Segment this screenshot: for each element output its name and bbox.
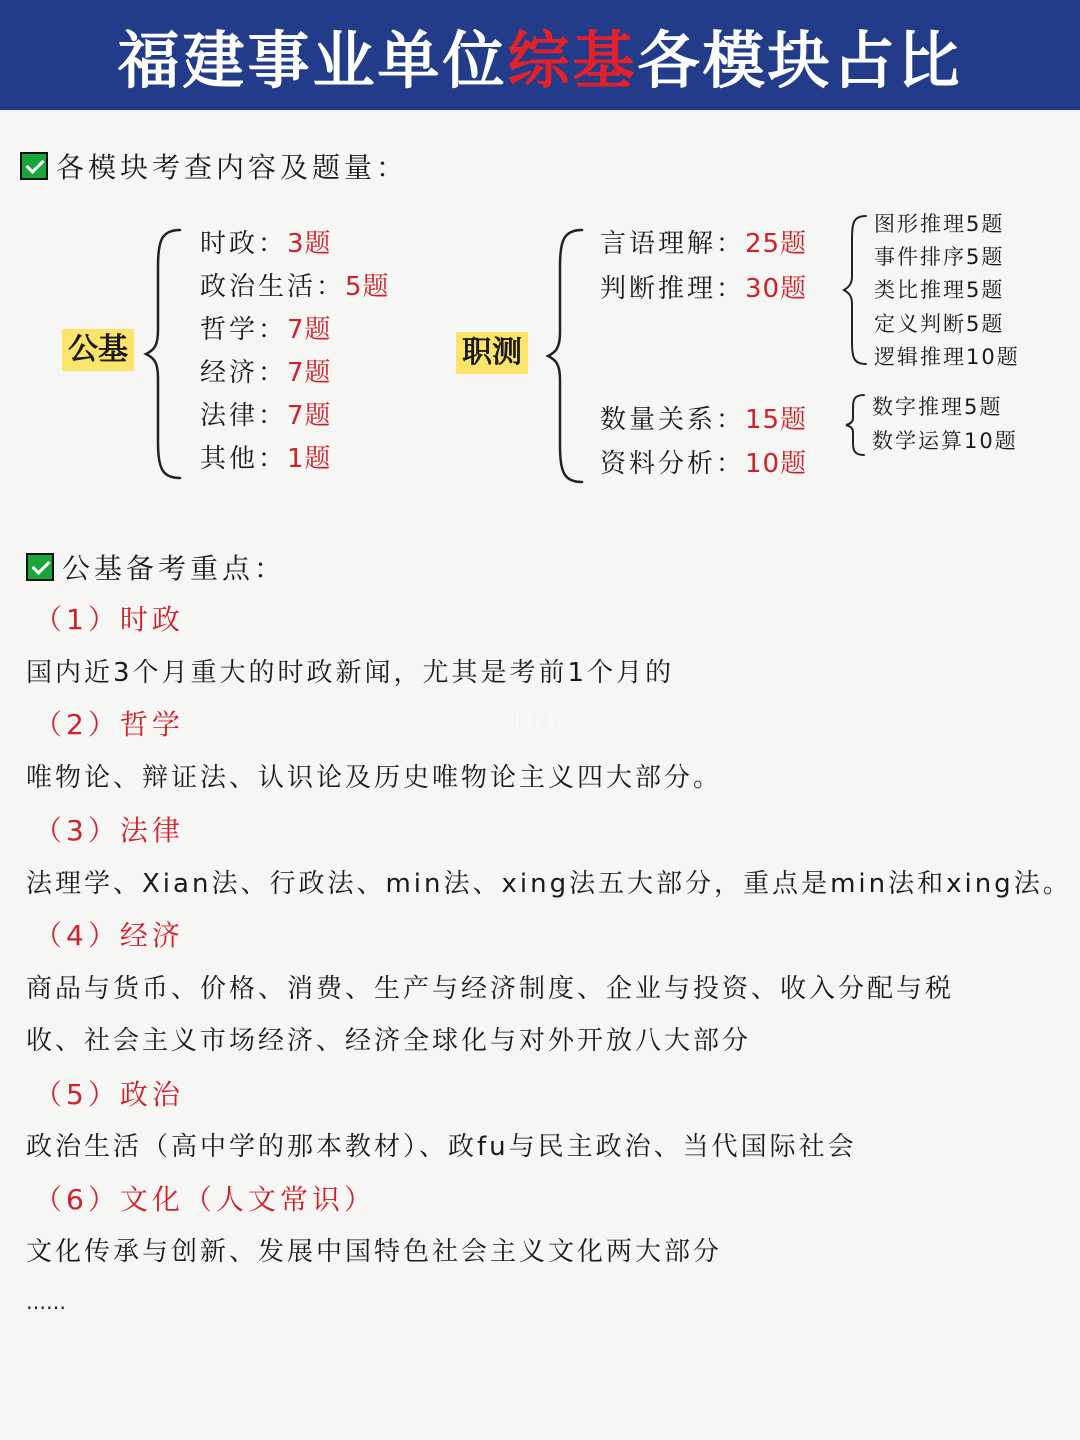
topic-text: 文化传承与创新、发展中国特色社会主义文化两大部分	[26, 1237, 723, 1267]
item-label: 判断推理：	[600, 274, 746, 304]
breakdown-item: 定义判断5题	[874, 312, 1005, 336]
item-value: 7题	[287, 358, 332, 388]
gongji-item	[200, 399, 332, 433]
topic-text: 国内近3个月重大的时政新闻，尤其是考前1个月的	[26, 658, 675, 688]
ellipsis: ……	[26, 1290, 66, 1314]
gongji-tag: 公基	[62, 329, 134, 371]
section2-heading	[26, 547, 286, 587]
item-value: 15题	[745, 405, 808, 435]
checkbox-icon	[20, 152, 48, 180]
item-value: 25题	[745, 229, 808, 259]
item-label: 经济：	[200, 358, 288, 388]
breakdown-item: 逻辑推理10题	[874, 345, 1020, 369]
item-label: 资料分析：	[600, 449, 746, 479]
topic-title: （4）经济	[34, 919, 184, 952]
topic-text: 唯物论、辩证法、认识论及历史唯物论主义四大部分。	[26, 763, 723, 793]
zhice-item	[600, 272, 807, 306]
title-part1: 福建事业单位	[117, 23, 508, 97]
zhice-item	[600, 403, 807, 437]
quant-brace-icon	[840, 392, 870, 458]
item-label: 数量关系：	[600, 405, 746, 435]
topic-text: 收、社会主义市场经济、经济全球化与对外开放八大部分	[26, 1026, 752, 1056]
breakdown-item: 图形推理5题	[874, 212, 1005, 236]
section2-heading-text: 公基备考重点：	[62, 552, 287, 585]
zhice-item	[600, 447, 807, 481]
zhice-brace-icon	[540, 226, 590, 486]
gongji-item	[200, 227, 332, 261]
item-value: 30题	[745, 274, 808, 304]
item-label: 法律：	[200, 401, 288, 431]
item-value: 5题	[345, 272, 390, 302]
title-part2: 各模块占比	[637, 23, 963, 97]
topic-title: （6）文化（人文常识）	[34, 1183, 376, 1216]
header-banner	[0, 0, 1080, 110]
breakdown-item: 数学运算10题	[872, 429, 1018, 453]
topic-text: 法理学、Xian法、行政法、min法、xing法五大部分，重点是min法和xing法。	[26, 869, 1072, 899]
breakdown-item: 事件排序5题	[874, 245, 1005, 269]
item-label: 哲学：	[200, 315, 288, 345]
gongji-item	[200, 356, 332, 390]
gongji-item	[200, 313, 332, 347]
item-label: 政治生活：	[200, 272, 346, 302]
topic-text: 商品与货币、价格、消费、生产与经济制度、企业与投资、收入分配与税	[26, 974, 955, 1004]
page-title	[117, 11, 962, 100]
item-label: 言语理解：	[600, 229, 746, 259]
gongji-brace-icon	[138, 226, 188, 482]
section1-heading	[20, 146, 408, 186]
zhice-item	[600, 227, 807, 261]
item-value: 3题	[287, 229, 332, 259]
item-value: 10题	[745, 449, 808, 479]
topic-title: （5）政治	[34, 1078, 184, 1111]
topic-title: （1）时政	[34, 603, 184, 636]
item-label: 其他：	[200, 444, 288, 474]
topic-text: 政治生活（高中学的那本教材）、政fu与民主政治、当代国际社会	[26, 1132, 857, 1162]
item-label: 时政：	[200, 229, 288, 259]
breakdown-item: 类比推理5题	[874, 278, 1005, 302]
section1-heading-text: 各模块考查内容及题量：	[56, 151, 409, 184]
breakdown-item: 数字推理5题	[872, 395, 1003, 419]
gongji-item	[200, 442, 332, 476]
topic-title: （2）哲学	[34, 708, 184, 741]
gongji-item	[200, 270, 390, 304]
item-value: 1题	[287, 444, 332, 474]
judgment-brace-icon	[838, 212, 872, 368]
checkbox-icon	[26, 553, 54, 581]
topic-title: （3）法律	[34, 814, 184, 847]
watermark: 小红书	[508, 712, 562, 733]
item-value: 7题	[287, 401, 332, 431]
item-value: 7题	[287, 315, 332, 345]
zhice-tag: 职测	[456, 332, 528, 374]
title-highlight: 综基	[507, 23, 638, 97]
